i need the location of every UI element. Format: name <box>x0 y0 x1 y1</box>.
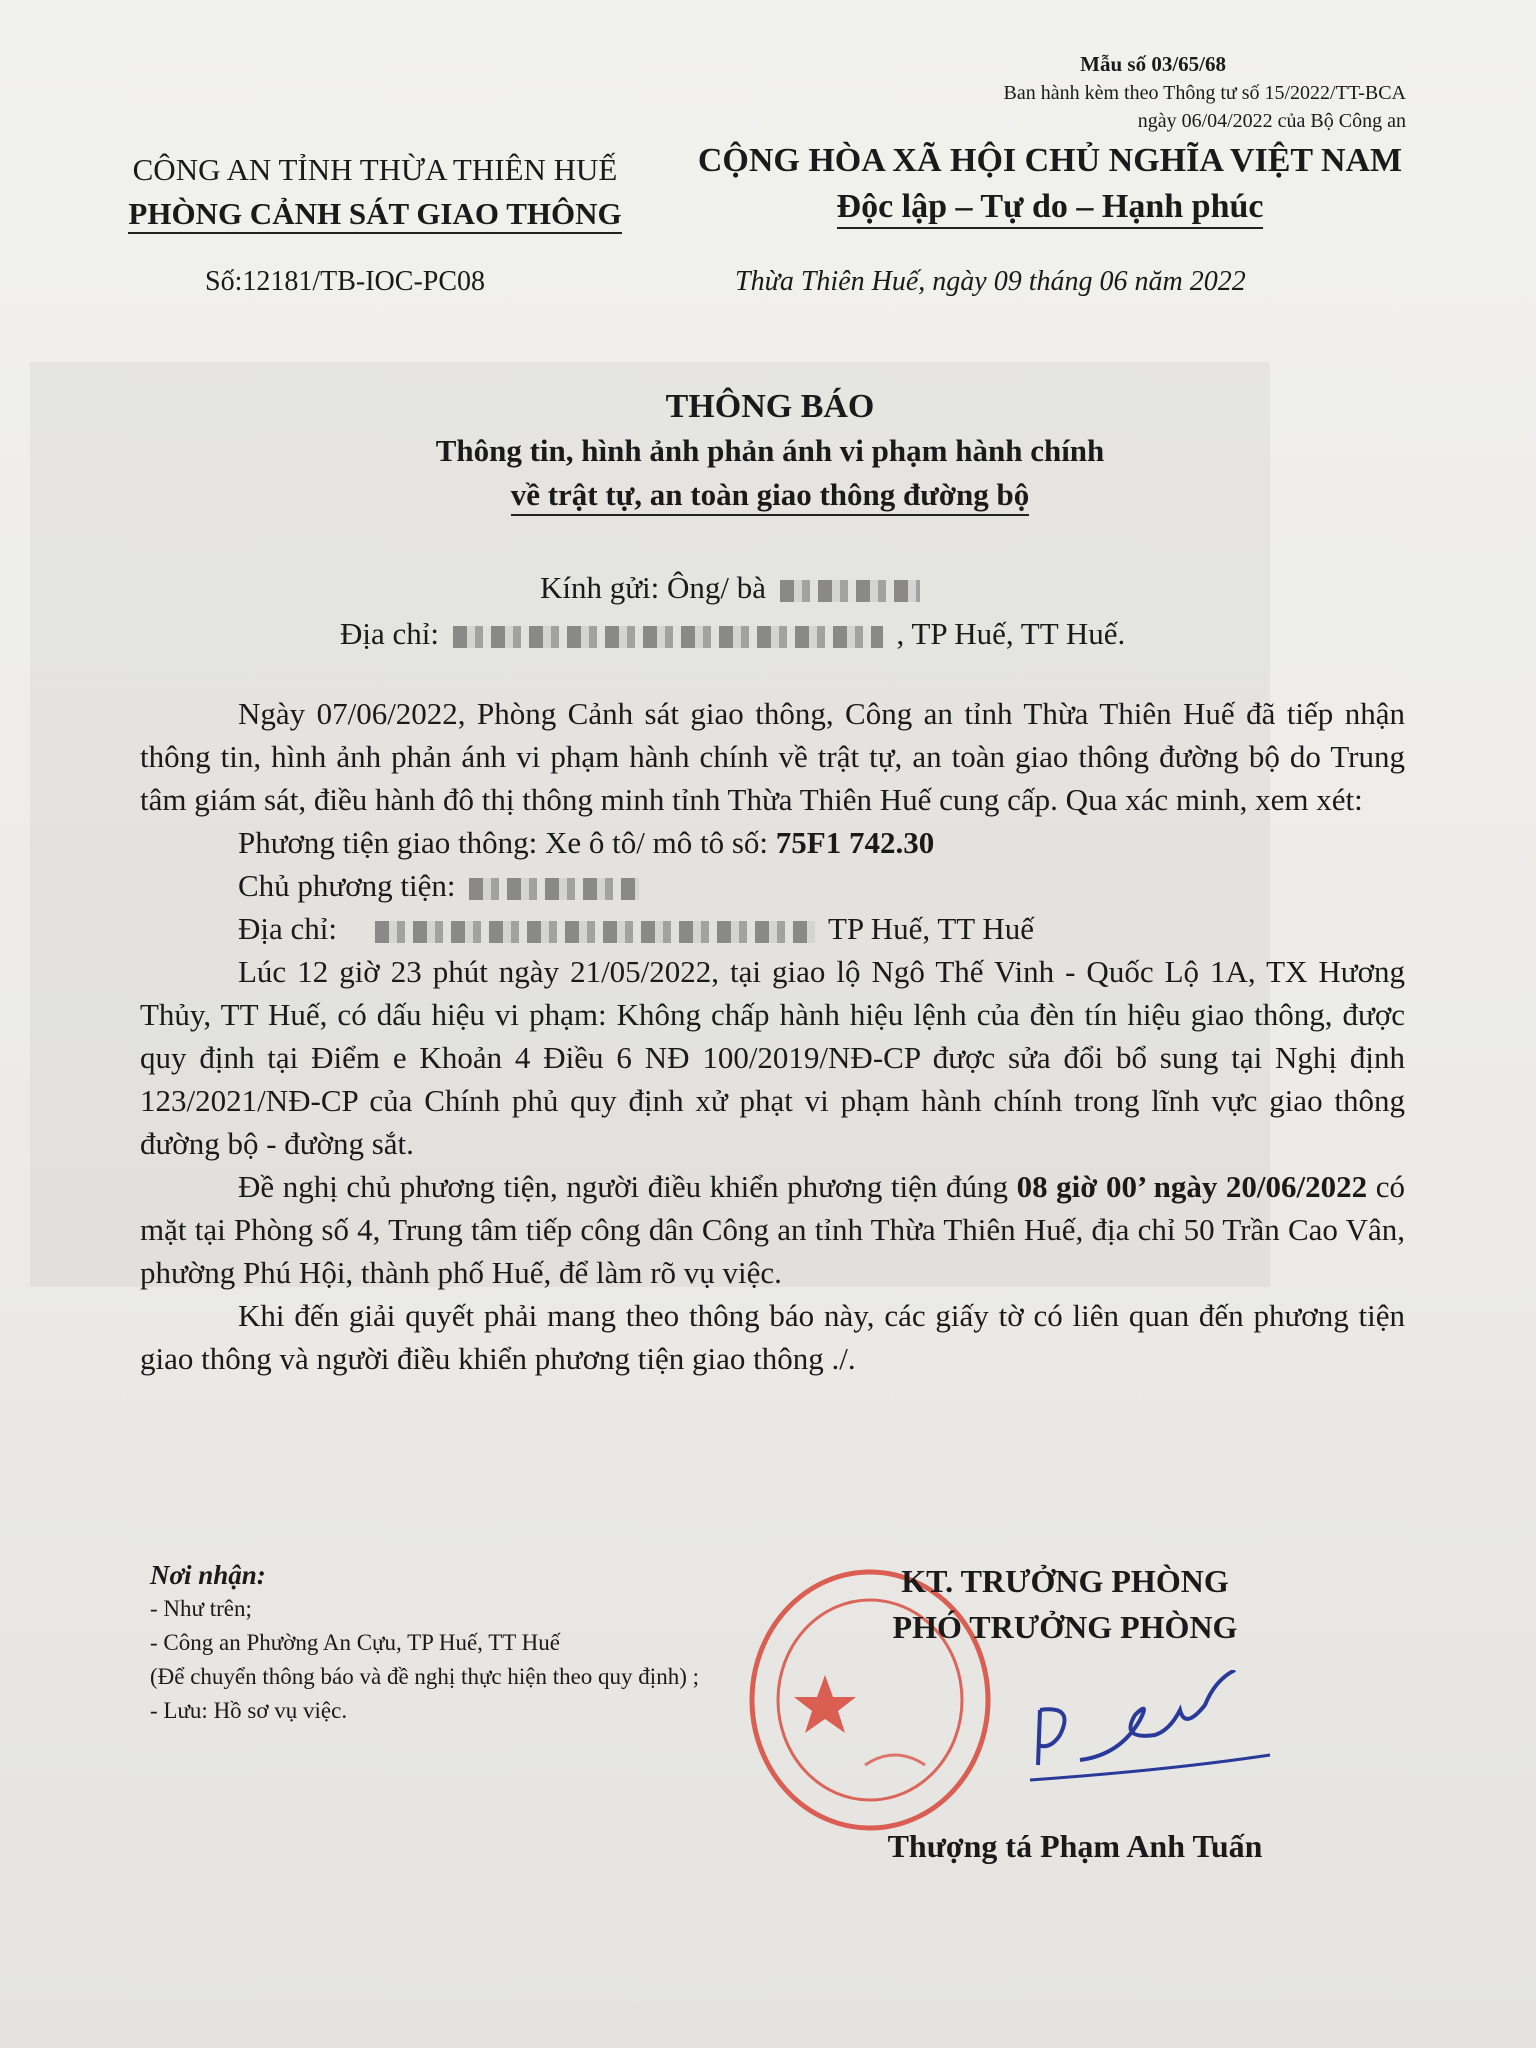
recipient-item: - Lưu: Hồ sơ vụ việc. <box>150 1698 348 1723</box>
agency-parent: CÔNG AN TỈNH THỪA THIÊN HUẾ <box>132 152 618 187</box>
owner-address-label: Địa chỉ: <box>238 911 337 946</box>
nation-name: CỘNG HÒA XÃ HỘI CHỦ NGHĨA VIỆT NAM <box>697 142 1403 179</box>
vehicle-line <box>140 821 1405 864</box>
owner-line <box>140 864 1405 907</box>
paragraph-3-start: Đề nghị chủ phương tiện, người điều khiển phương tiện đúng <box>238 1169 1008 1204</box>
place-date: Thừa Thiên Huế, ngày 09 tháng 06 năm 2022 <box>735 266 1246 297</box>
owner-address-line <box>140 907 1405 950</box>
recipients-list <box>150 1558 750 1728</box>
paragraph-1: Ngày 07/06/2022, Phòng Cảnh sát giao thông, Công an tỉnh Thừa Thiên Huế đã tiếp nhận thông tin, hình ảnh phản ánh vi phạm hành chính về trật tự, an toàn giao thông đường bộ do Trung tâm giám sát, điều hành đô thị thông minh tỉnh Thừa Thiên Huế cung cấp. Qua xác minh, xem xét: <box>140 696 1405 817</box>
appointment-time: 08 giờ 00’ ngày 20/06/2022 <box>1016 1169 1368 1204</box>
paragraph-4: Khi đến giải quyết phải mang theo thông báo này, các giấy tờ có liên quan đến phương tiện giao thông và người điều khiển phương tiện giao thông ./. <box>140 1298 1405 1376</box>
agency-unit: PHÒNG CẢNH SÁT GIAO THÔNG <box>128 196 621 234</box>
document-body <box>140 692 1405 1380</box>
address-label: Địa chỉ: <box>340 616 439 651</box>
recipient-block <box>340 565 1125 657</box>
title-line-3: về trật tự, an toàn giao thông đường bộ <box>511 477 1030 516</box>
title-main: THÔNG BÁO <box>665 388 875 425</box>
owner-label: Chủ phương tiện: <box>238 868 456 903</box>
recipient-item: - Như trên; <box>150 1596 252 1621</box>
form-number: Mẫu số 03/65/68 <box>1080 52 1226 76</box>
recipient-item: (Để chuyển thông báo và đề nghị thực hiện theo quy định) ; <box>150 1664 700 1689</box>
recipient-item: - Công an Phường An Cựu, TP Huế, TT Huế <box>150 1630 561 1655</box>
paragraph-3-end: có mặt tại Phòng số 4, Trung tâm tiếp công dân Công an tỉnh Thừa Thiên Huế, địa chỉ 50 Trần Cao Vân, phường Phú Hội, thành phố Huế, để làm rõ vụ việc. <box>140 1169 1406 1290</box>
paragraph-3 <box>140 1165 1405 1294</box>
vehicle-plate: 75F1 742.30 <box>775 825 935 860</box>
address-tail: , TP Huế, TT Huế. <box>896 616 1126 651</box>
form-issued-line-1: Ban hành kèm theo Thông tư số 15/2022/TT-BCA <box>1003 82 1406 104</box>
handwritten-signature-icon <box>1020 1670 1320 1800</box>
salutation: Kính gửi: Ông/ bà <box>540 570 767 605</box>
redacted-owner-address <box>375 921 815 943</box>
nation-motto: Độc lập – Tự do – Hạnh phúc <box>837 187 1264 229</box>
paragraph-2: Lúc 12 giờ 23 phút ngày 21/05/2022, tại giao lộ Ngô Thế Vinh - Quốc Lộ 1A, TX Hương Thủy, TT Huế, có dấu hiệu vi phạm: Không chấp hành hiệu lệnh của đèn tín hiệu giao thông, được quy định tại Điểm e Khoản 4 Điều 6 NĐ 100/2019/NĐ-CP được sửa đổi bổ sung tại Nghị định 123/2021/NĐ-CP của Chính phủ quy định xử phạt vi phạm hành chính trong lĩnh vực giao thông đường bộ - đường sắt. <box>140 954 1405 1161</box>
signature-title-1: KT. TRƯỞNG PHÒNG <box>901 1563 1229 1599</box>
owner-address-tail: TP Huế, TT Huế <box>827 911 1035 946</box>
document-number: Số:12181/TB-IOC-PC08 <box>205 266 486 297</box>
signature-block <box>845 1558 1285 1650</box>
signature-title-2: PHÓ TRƯỞNG PHÒNG <box>892 1609 1238 1645</box>
recipients-heading: Nơi nhận: <box>150 1560 266 1590</box>
agency-block <box>95 148 655 236</box>
signer-name: Thượng tá Phạm Anh Tuấn <box>887 1828 1263 1864</box>
document-title <box>140 385 1400 517</box>
form-issued-line-2: ngày 06/04/2022 của Bộ Công an <box>1137 110 1406 132</box>
redacted-address <box>453 626 883 648</box>
vehicle-label: Phương tiện giao thông: Xe ô tô/ mô tô số: <box>238 825 769 860</box>
title-line-2: Thông tin, hình ảnh phản ánh vi phạm hành chính <box>435 433 1105 468</box>
redacted-owner <box>469 878 639 900</box>
redacted-name <box>780 580 920 602</box>
nation-block <box>690 138 1410 230</box>
